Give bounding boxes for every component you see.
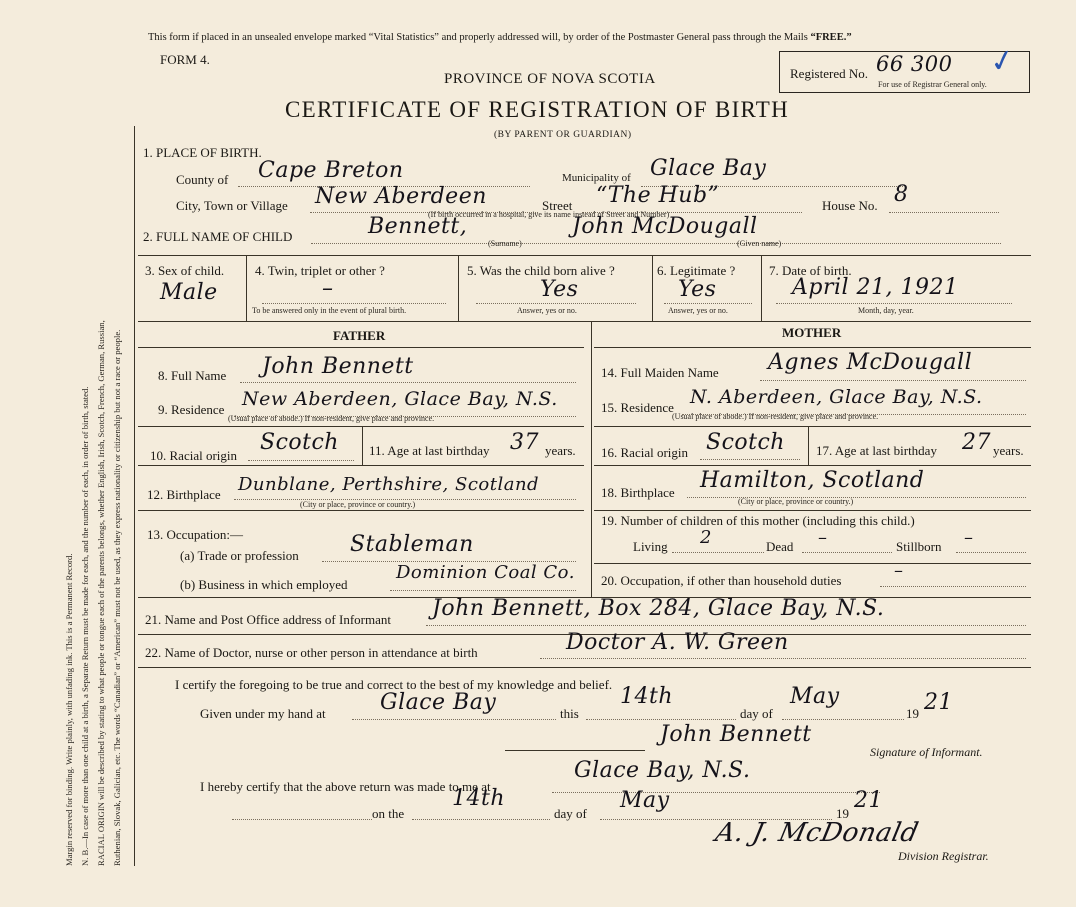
living-value: 2 bbox=[700, 527, 712, 548]
child-surname: Bennett, bbox=[368, 214, 468, 239]
registrar-day: 14th bbox=[452, 786, 506, 811]
trade-label: (a) Trade or profession bbox=[180, 548, 299, 563]
dead-label: Dead bbox=[766, 539, 794, 554]
registrar-year: 21 bbox=[854, 788, 883, 813]
city-value: New Aberdeen bbox=[315, 184, 487, 209]
father-years: years. bbox=[545, 443, 576, 458]
subtitle: (BY PARENT OR GUARDIAN) bbox=[494, 130, 632, 140]
municipality-label: Municipality of bbox=[562, 172, 631, 184]
mother-years: years. bbox=[993, 443, 1024, 458]
father-birthplace: Dunblane, Perthshire, Scotland bbox=[238, 474, 540, 495]
informant-value: John Bennett, Box 284, Glace Bay, N.S. bbox=[432, 596, 885, 621]
given-note: (Given name) bbox=[737, 239, 782, 248]
occupation-label: 13. Occupation:— bbox=[147, 527, 244, 542]
informant-signature: John Bennett bbox=[660, 722, 812, 747]
given-day: 14th bbox=[620, 684, 674, 709]
municipality-value: Glace Bay bbox=[650, 156, 767, 181]
registrar-day-of-label: day of bbox=[554, 806, 587, 821]
father-residence-note: (Usual place of abode.) If non-resident, give place and province. bbox=[228, 414, 435, 423]
registrar-text: I hereby certify that the above return was made to me at bbox=[200, 779, 491, 794]
informant-label: 21. Name and Post Office address of Informant bbox=[145, 612, 391, 627]
mother-occupation-label: 20. Occupation, if other than household duties bbox=[601, 573, 842, 588]
informant-signature-label: Signature of Informant. bbox=[870, 745, 983, 759]
registrar-signature: A. J. McDonald bbox=[712, 818, 922, 848]
dob-note: Month, day, year. bbox=[858, 306, 914, 315]
registrar-signature-label: Division Registrar. bbox=[898, 849, 989, 863]
twin-value: – bbox=[322, 276, 334, 301]
city-label: City, Town or Village bbox=[176, 198, 288, 213]
check-mark-icon: ✓ bbox=[986, 42, 1019, 81]
house-value: 8 bbox=[894, 182, 909, 207]
father-name-label: 8. Full Name bbox=[158, 368, 227, 383]
given-day-of-label: day of bbox=[740, 706, 773, 721]
place-of-birth-heading: 1. PLACE OF BIRTH. bbox=[143, 145, 262, 160]
alive-label: 5. Was the child born alive ? bbox=[467, 263, 615, 278]
trade-value: Stableman bbox=[350, 532, 474, 557]
registered-box bbox=[779, 42, 1030, 93]
child-name-label: 2. FULL NAME OF CHILD bbox=[143, 229, 293, 244]
mother-age: 27 bbox=[962, 430, 991, 455]
nb-note: N. B.—In case of more than one child at a birth, a Separate Return must be made for each, and the number of each, in order of birth, stated. bbox=[80, 386, 90, 866]
father-residence: New Aberdeen, Glace Bay, N.S. bbox=[242, 388, 558, 410]
legitimate-note: Answer, yes or no. bbox=[668, 306, 728, 315]
hospital-note: (If birth occurred in a hospital, give its name instead of Street and Number) bbox=[428, 210, 670, 219]
mother-occupation: – bbox=[894, 560, 904, 581]
mother-heading: MOTHER bbox=[782, 325, 842, 340]
registrar-year-prefix: 19 bbox=[836, 806, 849, 821]
father-heading: FATHER bbox=[333, 328, 386, 343]
mother-residence: N. Aberdeen, Glace Bay, N.S. bbox=[690, 386, 983, 408]
legitimate-value: Yes bbox=[678, 277, 717, 302]
stillborn-value: – bbox=[964, 527, 974, 548]
mother-birthplace-note: (City or place, province or country.) bbox=[738, 497, 854, 506]
twin-label: 4. Twin, triplet or other ? bbox=[255, 263, 385, 278]
father-birthplace-label: 12. Birthplace bbox=[147, 487, 221, 502]
mail-notice: This form if placed in an unsealed envelope marked “Vital Statistics” and properly addressed will, by order of the Postmaster General pass through the Mails “FREE.” bbox=[148, 32, 852, 43]
alive-note: Answer, yes or no. bbox=[517, 306, 577, 315]
mother-residence-note: (Usual place of abode.) If non-resident, give place and province. bbox=[672, 412, 879, 421]
registrar-month: May bbox=[620, 788, 670, 813]
form-number: FORM 4. bbox=[160, 52, 210, 67]
county-label: County of bbox=[176, 172, 229, 187]
sex-value: Male bbox=[160, 280, 218, 305]
dob-label: 7. Date of birth. bbox=[769, 263, 852, 278]
father-residence-label: 9. Residence bbox=[158, 402, 225, 417]
certify-text: I certify the foregoing to be true and correct to the best of my knowledge and belief. bbox=[175, 677, 613, 692]
left-border bbox=[134, 126, 135, 866]
surname-note: (Surname) bbox=[488, 239, 522, 248]
children-count-label: 19. Number of children of this mother (including this child.) bbox=[601, 513, 915, 528]
given-month: May bbox=[790, 684, 840, 709]
house-label: House No. bbox=[822, 198, 878, 213]
given-place: Glace Bay bbox=[380, 690, 497, 715]
mother-race-label: 16. Racial origin bbox=[601, 445, 689, 460]
father-birthplace-note: (City or place, province or country.) bbox=[300, 500, 416, 509]
father-race-label: 10. Racial origin bbox=[150, 448, 238, 463]
given-under-label: Given under my hand at bbox=[200, 706, 326, 721]
registered-note: For use of Registrar General only. bbox=[878, 80, 987, 89]
county-value: Cape Breton bbox=[258, 158, 404, 183]
sex-label: 3. Sex of child. bbox=[145, 263, 225, 278]
racial-origin-note: RACIAL ORIGIN will be described by stating to what people or tongue each of the parents belongs, whether English, Irish, Scotch, French, German, Russian, bbox=[96, 320, 106, 866]
legitimate-label: 6. Legitimate ? bbox=[657, 263, 736, 278]
page-title: CERTIFICATE OF REGISTRATION OF BIRTH bbox=[285, 97, 790, 122]
father-name: John Bennett bbox=[262, 354, 414, 379]
mother-name: Agnes McDougall bbox=[768, 350, 973, 375]
registered-label: Registered No. bbox=[790, 66, 868, 81]
mother-age-label: 17. Age at last birthday bbox=[816, 443, 937, 458]
father-age-label: 11. Age at last birthday bbox=[369, 443, 490, 458]
alive-value: Yes bbox=[540, 277, 579, 302]
business-label: (b) Business in which employed bbox=[180, 577, 348, 592]
twin-note: To be answered only in the event of plural birth. bbox=[252, 306, 407, 315]
street-label: Street bbox=[542, 198, 573, 213]
province-heading: PROVINCE OF NOVA SCOTIA bbox=[444, 71, 656, 87]
dob-value: April 21, 1921 bbox=[792, 275, 959, 300]
living-label: Living bbox=[633, 539, 668, 554]
business-value: Dominion Coal Co. bbox=[396, 562, 575, 583]
registrar-place: Glace Bay, N.S. bbox=[574, 758, 751, 783]
doctor-value: Doctor A. W. Green bbox=[566, 630, 789, 655]
on-the-label: on the bbox=[372, 806, 405, 821]
street-value: “The Hub” bbox=[596, 183, 720, 208]
mother-birthplace-label: 18. Birthplace bbox=[601, 485, 675, 500]
given-year-prefix: 19 bbox=[906, 706, 919, 721]
dead-value: – bbox=[818, 527, 828, 548]
doctor-label: 22. Name of Doctor, nurse or other person in attendance at birth bbox=[145, 645, 478, 660]
stillborn-label: Stillborn bbox=[896, 539, 942, 554]
mother-race: Scotch bbox=[706, 430, 785, 455]
margin-note: Margin reserved for binding. Write plainly, with unfading ink. This is a Permanent Record. bbox=[64, 553, 74, 866]
racial-origin-note-2: Ruthenian, Slovak, Galician, etc. The words “Canadian” or “American” must not be used, as they express nationality or citizenship but not a race or people. bbox=[112, 329, 122, 866]
mother-birthplace: Hamilton, Scotland bbox=[700, 468, 925, 493]
father-race: Scotch bbox=[260, 430, 339, 455]
mother-name-label: 14. Full Maiden Name bbox=[601, 365, 719, 380]
father-age: 37 bbox=[510, 430, 539, 455]
child-given-name: John McDougall bbox=[572, 214, 758, 239]
this-label: this bbox=[560, 706, 579, 721]
given-year: 21 bbox=[924, 690, 953, 715]
registered-number: 66 300 bbox=[876, 52, 953, 76]
mother-residence-label: 15. Residence bbox=[601, 400, 674, 415]
